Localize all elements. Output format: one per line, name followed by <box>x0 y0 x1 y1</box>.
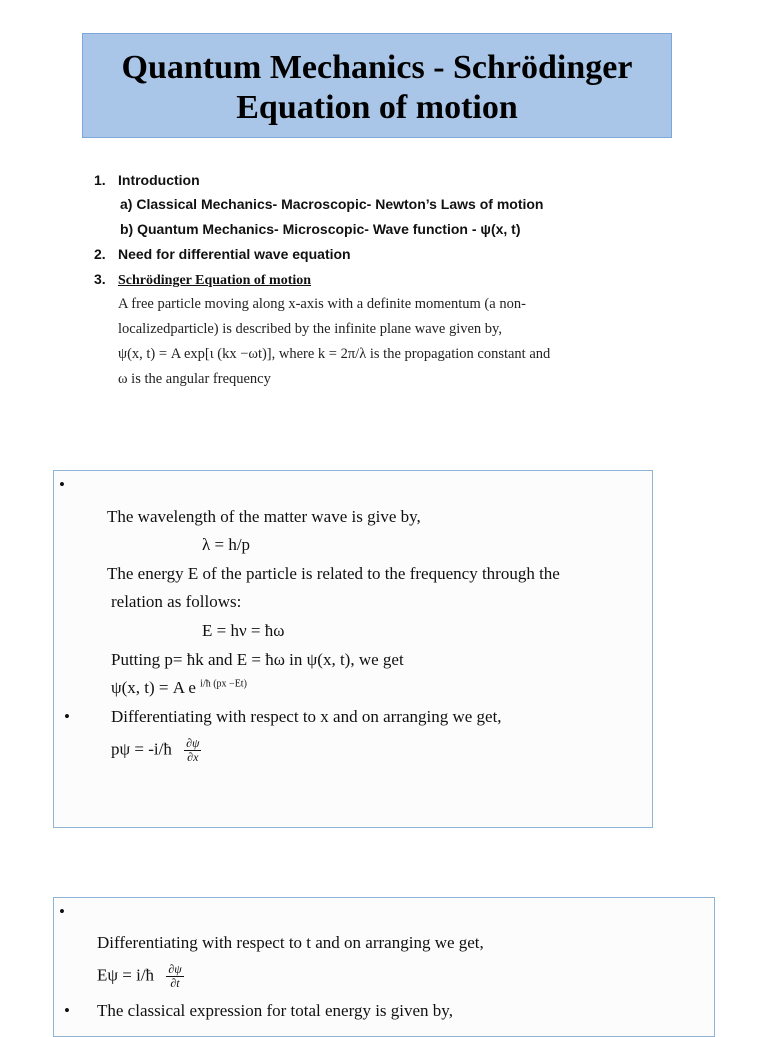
slide1-line-3: The energy E of the particle is related to the frequency through the <box>107 564 560 583</box>
toc-item-1b: b) Quantum Mechanics- Microscopic- Wave function - ψ(x, t) <box>120 221 521 237</box>
intro-line-1: A free particle moving along x-axis with a definite momentum (a non- <box>118 296 526 312</box>
title-line-1: Quantum Mechanics - Schrödinger <box>121 49 633 86</box>
bullet: • <box>64 1001 70 1020</box>
slide1-line-6: Putting p= ħk and E = ħω in ψ(x, t), we get <box>111 650 404 669</box>
slide1-line-9: pψ = -i/ħ $\frac{\partial\psi}{\partial x}$ <box>111 736 200 764</box>
toc-item-1: 1. Introduction <box>94 172 200 188</box>
slide1-line-1: The wavelength of the matter wave is give by, <box>107 507 421 526</box>
bullet: • <box>59 902 65 921</box>
slide1-line-2: λ = h/p <box>202 535 251 554</box>
intro-line-4: ω is the angular frequency <box>118 371 271 387</box>
intro-line-2: localizedparticle) is described by the infinite plane wave given by, <box>118 321 502 337</box>
bullet: • <box>64 707 70 726</box>
toc-item-3: 3. Schrödinger Equation of motion <box>94 271 312 288</box>
toc-item-1a: a) Classical Mechanics- Macroscopic- Newton’s Laws of motion <box>120 196 544 212</box>
title-box <box>82 33 672 138</box>
slide1-line-8: Differentiating with respect to x and on arranging we get, <box>111 707 502 726</box>
bullet: • <box>59 475 65 494</box>
slide1-line-7: ψ(x, t) = A e $^{i/ħ (px -Et)}$ <box>111 678 247 697</box>
slide2-line-2: Eψ = i/ħ $\frac{\partial\psi}{\partial t}$ <box>97 962 182 990</box>
slide-box-2 <box>53 897 715 1037</box>
slide-box-1 <box>53 470 653 828</box>
toc-item-2: 2. Need for differential wave equation <box>94 246 351 262</box>
partial-derivative-fraction: $\frac{\partial\psi}{\partial x}$ <box>186 736 200 764</box>
title-line-2: Equation of motion <box>236 89 518 126</box>
partial-derivative-fraction: $\frac{\partial\psi}{\partial t}$ <box>168 962 182 990</box>
intro-line-3: ψ(x, t) = A exp[ι (kx −ωt)], where k = 2π/λ is the propagation constant and <box>118 346 551 362</box>
slide2-line-1: Differentiating with respect to t and on arranging we get, <box>97 933 484 952</box>
slide1-line-4: relation as follows: <box>111 592 242 611</box>
slide1-line-5: E = hν = ħω <box>202 621 285 640</box>
slide2-line-3: The classical expression for total energy is given by, <box>97 1001 453 1020</box>
